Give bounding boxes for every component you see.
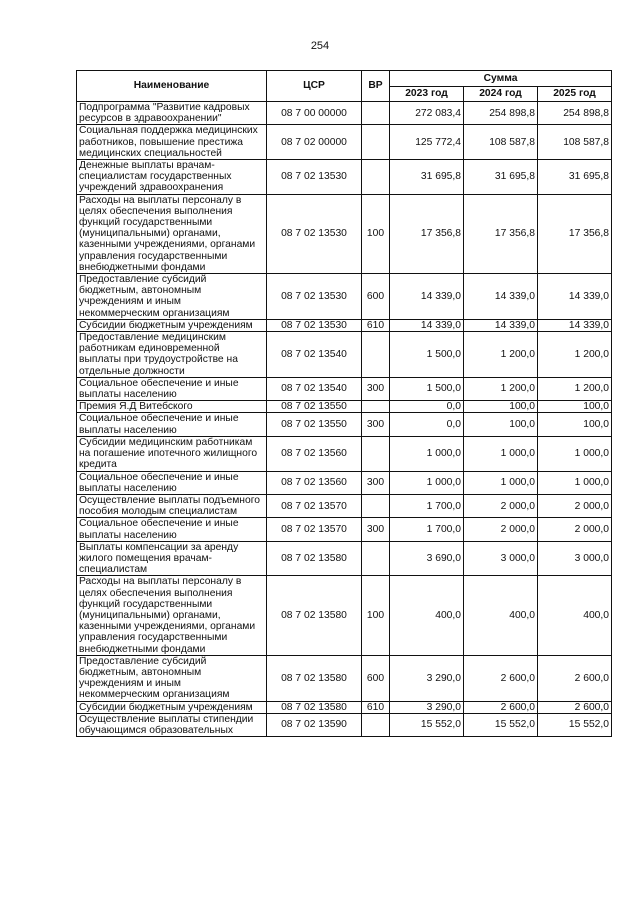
table-row	[77, 541, 612, 576]
table-row	[77, 160, 612, 195]
row-name: Расходы на выплаты персоналу в целях обеспечения выполнения функций государственными (муниципальными) органами, казенными учреждениями, органами управления государственными внебюджетными фондами	[77, 194, 267, 273]
row-vr: 300	[362, 413, 390, 436]
table-row	[77, 194, 612, 273]
row-name: Социальное обеспечение и иные выплаты населению	[77, 518, 267, 541]
table-row	[77, 518, 612, 541]
row-amount-2023: 272 083,4	[390, 102, 464, 125]
header-name: Наименование	[77, 71, 267, 102]
row-csr: 08 7 02 13570	[267, 518, 362, 541]
row-csr: 08 7 02 13550	[267, 401, 362, 413]
row-name: Предоставление субсидий бюджетным, автономным учреждениям и иным некоммерческим организациям	[77, 274, 267, 320]
row-name: Социальное обеспечение и иные выплаты населению	[77, 471, 267, 494]
row-amount-2025: 14 339,0	[538, 319, 612, 331]
row-vr	[362, 401, 390, 413]
row-csr: 08 7 02 13530	[267, 160, 362, 195]
row-vr: 100	[362, 576, 390, 655]
table-row	[77, 274, 612, 320]
header-sum: Сумма	[390, 71, 612, 87]
row-csr: 08 7 02 13580	[267, 576, 362, 655]
row-vr	[362, 332, 390, 378]
row-name: Денежные выплаты врачам-специалистам государственных учреждений здравоохранения	[77, 160, 267, 195]
row-vr: 100	[362, 194, 390, 273]
row-vr: 600	[362, 274, 390, 320]
row-name: Субсидии бюджетным учреждениям	[77, 701, 267, 713]
table-row	[77, 413, 612, 436]
row-amount-2023: 1 500,0	[390, 377, 464, 400]
row-amount-2024: 400,0	[464, 576, 538, 655]
row-name: Социальное обеспечение и иные выплаты населению	[77, 413, 267, 436]
budget-table	[76, 70, 612, 737]
row-amount-2023: 17 356,8	[390, 194, 464, 273]
row-amount-2024: 1 200,0	[464, 377, 538, 400]
row-amount-2024: 2 000,0	[464, 518, 538, 541]
row-amount-2025: 1 200,0	[538, 377, 612, 400]
row-amount-2023: 1 000,0	[390, 436, 464, 471]
row-name: Социальное обеспечение и иные выплаты населению	[77, 377, 267, 400]
row-amount-2023: 1 700,0	[390, 494, 464, 517]
row-name: Выплаты компенсации за аренду жилого помещения врачам-специалистам	[77, 541, 267, 576]
row-vr	[362, 102, 390, 125]
row-csr: 08 7 02 13560	[267, 471, 362, 494]
row-amount-2024: 1 200,0	[464, 332, 538, 378]
row-csr: 08 7 02 13550	[267, 413, 362, 436]
table-row	[77, 102, 612, 125]
row-csr: 08 7 02 13580	[267, 655, 362, 701]
row-amount-2025: 17 356,8	[538, 194, 612, 273]
row-vr	[362, 160, 390, 195]
row-csr: 08 7 02 13560	[267, 436, 362, 471]
row-name: Субсидии медицинским работникам на погашение ипотечного жилищного кредита	[77, 436, 267, 471]
row-vr: 600	[362, 655, 390, 701]
header-year-2024: 2024 год	[464, 87, 538, 102]
row-amount-2024: 2 000,0	[464, 494, 538, 517]
row-amount-2024: 2 600,0	[464, 655, 538, 701]
row-amount-2024: 14 339,0	[464, 274, 538, 320]
row-csr: 08 7 02 13590	[267, 713, 362, 736]
row-name: Предоставление субсидий бюджетным, автономным учреждениям и иным некоммерческим организациям	[77, 655, 267, 701]
row-vr: 300	[362, 518, 390, 541]
table-row	[77, 471, 612, 494]
table-row	[77, 319, 612, 331]
row-amount-2023: 14 339,0	[390, 319, 464, 331]
row-name: Премия Я.Д Витебского	[77, 401, 267, 413]
row-vr: 300	[362, 377, 390, 400]
row-amount-2025: 254 898,8	[538, 102, 612, 125]
table-row	[77, 576, 612, 655]
row-csr: 08 7 02 13580	[267, 541, 362, 576]
row-amount-2024: 3 000,0	[464, 541, 538, 576]
row-amount-2023: 1 700,0	[390, 518, 464, 541]
row-vr	[362, 713, 390, 736]
row-amount-2024: 17 356,8	[464, 194, 538, 273]
table-row	[77, 713, 612, 736]
row-amount-2024: 1 000,0	[464, 471, 538, 494]
row-csr: 08 7 02 13540	[267, 377, 362, 400]
row-name: Подпрограмма "Развитие кадровых ресурсов в здравоохранении"	[77, 102, 267, 125]
row-amount-2024: 15 552,0	[464, 713, 538, 736]
row-amount-2024: 2 600,0	[464, 701, 538, 713]
row-amount-2024: 1 000,0	[464, 436, 538, 471]
table-row	[77, 701, 612, 713]
table-row	[77, 377, 612, 400]
row-name: Социальная поддержка медицинских работников, повышение престижа медицинских специальностей	[77, 125, 267, 160]
row-amount-2024: 14 339,0	[464, 319, 538, 331]
row-csr: 08 7 00 00000	[267, 102, 362, 125]
table-row	[77, 655, 612, 701]
row-vr: 300	[362, 471, 390, 494]
row-amount-2025: 1 000,0	[538, 436, 612, 471]
row-amount-2024: 254 898,8	[464, 102, 538, 125]
row-amount-2023: 125 772,4	[390, 125, 464, 160]
table-row	[77, 401, 612, 413]
row-amount-2025: 2 000,0	[538, 494, 612, 517]
row-amount-2025: 100,0	[538, 413, 612, 436]
row-amount-2023: 3 290,0	[390, 701, 464, 713]
row-csr: 08 7 02 13540	[267, 332, 362, 378]
row-amount-2023: 400,0	[390, 576, 464, 655]
row-amount-2025: 14 339,0	[538, 274, 612, 320]
table-row	[77, 332, 612, 378]
table-body	[77, 102, 612, 737]
table-row	[77, 436, 612, 471]
row-amount-2023: 1 000,0	[390, 471, 464, 494]
header-year-2025: 2025 год	[538, 87, 612, 102]
row-amount-2023: 3 290,0	[390, 655, 464, 701]
row-vr	[362, 436, 390, 471]
row-amount-2023: 15 552,0	[390, 713, 464, 736]
row-amount-2025: 2 000,0	[538, 518, 612, 541]
row-amount-2024: 108 587,8	[464, 125, 538, 160]
header-vr: ВР	[362, 71, 390, 102]
row-amount-2025: 2 600,0	[538, 701, 612, 713]
row-amount-2023: 3 690,0	[390, 541, 464, 576]
row-vr: 610	[362, 319, 390, 331]
row-vr	[362, 541, 390, 576]
row-csr: 08 7 02 13530	[267, 194, 362, 273]
row-csr: 08 7 02 13530	[267, 274, 362, 320]
row-amount-2025: 1 000,0	[538, 471, 612, 494]
row-name: Предоставление медицинским работникам единовременной выплаты при трудоустройстве на отдельные должности	[77, 332, 267, 378]
row-vr	[362, 494, 390, 517]
row-name: Осуществление выплаты стипендии обучающимся образовательных	[77, 713, 267, 736]
row-amount-2025: 31 695,8	[538, 160, 612, 195]
table-row	[77, 494, 612, 517]
row-amount-2023: 0,0	[390, 401, 464, 413]
row-csr: 08 7 02 13580	[267, 701, 362, 713]
row-csr: 08 7 02 00000	[267, 125, 362, 160]
row-name: Расходы на выплаты персоналу в целях обеспечения выполнения функций государственными (муниципальными) органами, казенными учреждениями, органами управления государственными внебюджетными фондами	[77, 576, 267, 655]
row-vr: 610	[362, 701, 390, 713]
header-year-2023: 2023 год	[390, 87, 464, 102]
row-amount-2023: 31 695,8	[390, 160, 464, 195]
table-row	[77, 125, 612, 160]
row-vr	[362, 125, 390, 160]
row-csr: 08 7 02 13530	[267, 319, 362, 331]
row-name: Субсидии бюджетным учреждениям	[77, 319, 267, 331]
row-amount-2023: 0,0	[390, 413, 464, 436]
row-amount-2025: 2 600,0	[538, 655, 612, 701]
header-csr: ЦСР	[267, 71, 362, 102]
row-amount-2025: 3 000,0	[538, 541, 612, 576]
row-amount-2025: 15 552,0	[538, 713, 612, 736]
row-amount-2025: 400,0	[538, 576, 612, 655]
row-amount-2025: 100,0	[538, 401, 612, 413]
page-number: 254	[310, 40, 330, 52]
row-amount-2024: 31 695,8	[464, 160, 538, 195]
row-amount-2023: 1 500,0	[390, 332, 464, 378]
row-amount-2025: 108 587,8	[538, 125, 612, 160]
row-amount-2025: 1 200,0	[538, 332, 612, 378]
row-amount-2024: 100,0	[464, 413, 538, 436]
row-amount-2023: 14 339,0	[390, 274, 464, 320]
row-csr: 08 7 02 13570	[267, 494, 362, 517]
row-name: Осуществление выплаты подъемного пособия молодым специалистам	[77, 494, 267, 517]
row-amount-2024: 100,0	[464, 401, 538, 413]
